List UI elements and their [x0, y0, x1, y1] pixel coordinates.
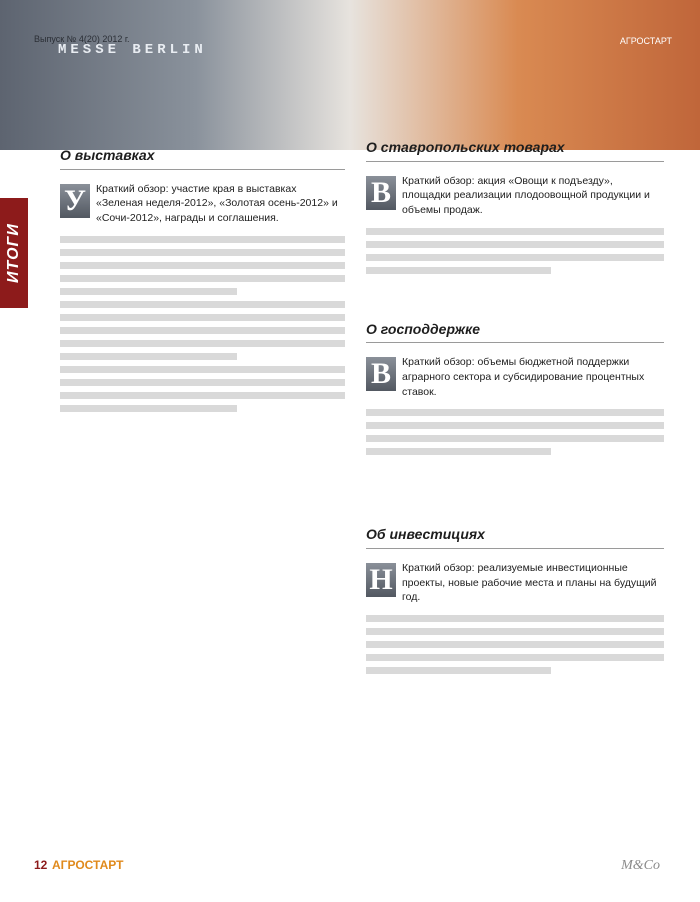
section-summary: Краткий обзор: реализуемые инвестиционные проекты, новые рабочие места и планы на будущий год.: [402, 561, 657, 604]
exhibition-sign: MESSE BERLIN: [58, 42, 207, 58]
section-tab: ИТОГИ: [0, 198, 28, 308]
drop-cap: В: [366, 176, 396, 210]
left-column: [60, 146, 345, 432]
section-goods: [366, 138, 664, 274]
section-title: Об инвестициях: [366, 525, 664, 549]
drop-cap: Н: [366, 563, 396, 597]
drop-cap: У: [60, 184, 90, 218]
page-number: 12: [34, 858, 48, 872]
right-column: [366, 56, 664, 694]
signature: M&Co: [621, 858, 660, 873]
section-summary: Краткий обзор: объемы бюджетной поддержки аграрного сектора и субсидирование процентных ставок.: [402, 356, 645, 398]
section-summary: Краткий обзор: акция «Овощи к подъезду», площадки реализации плодоовощной продукции и объемы продаж.: [402, 174, 650, 216]
section-title: О господдержке: [366, 320, 664, 344]
section-summary: Краткий обзор: участие края в выставках «Зеленая неделя-2012», «Золотая осень-2012» и «Сочи-2012», награды и соглашения.: [96, 182, 338, 224]
section-title: О выставках: [60, 146, 345, 170]
top-brand: АГРОСТАРТ: [619, 36, 672, 46]
footer-brand: АГРОСТАРТ: [52, 858, 124, 872]
section-exhibitions: [60, 146, 345, 412]
drop-cap: В: [366, 357, 396, 391]
section-support: [366, 320, 664, 456]
issue-line: Выпуск № 4(20) 2012 г.: [34, 34, 130, 44]
section-title: О ставропольских товарах: [366, 138, 664, 162]
section-investments: [366, 525, 664, 674]
